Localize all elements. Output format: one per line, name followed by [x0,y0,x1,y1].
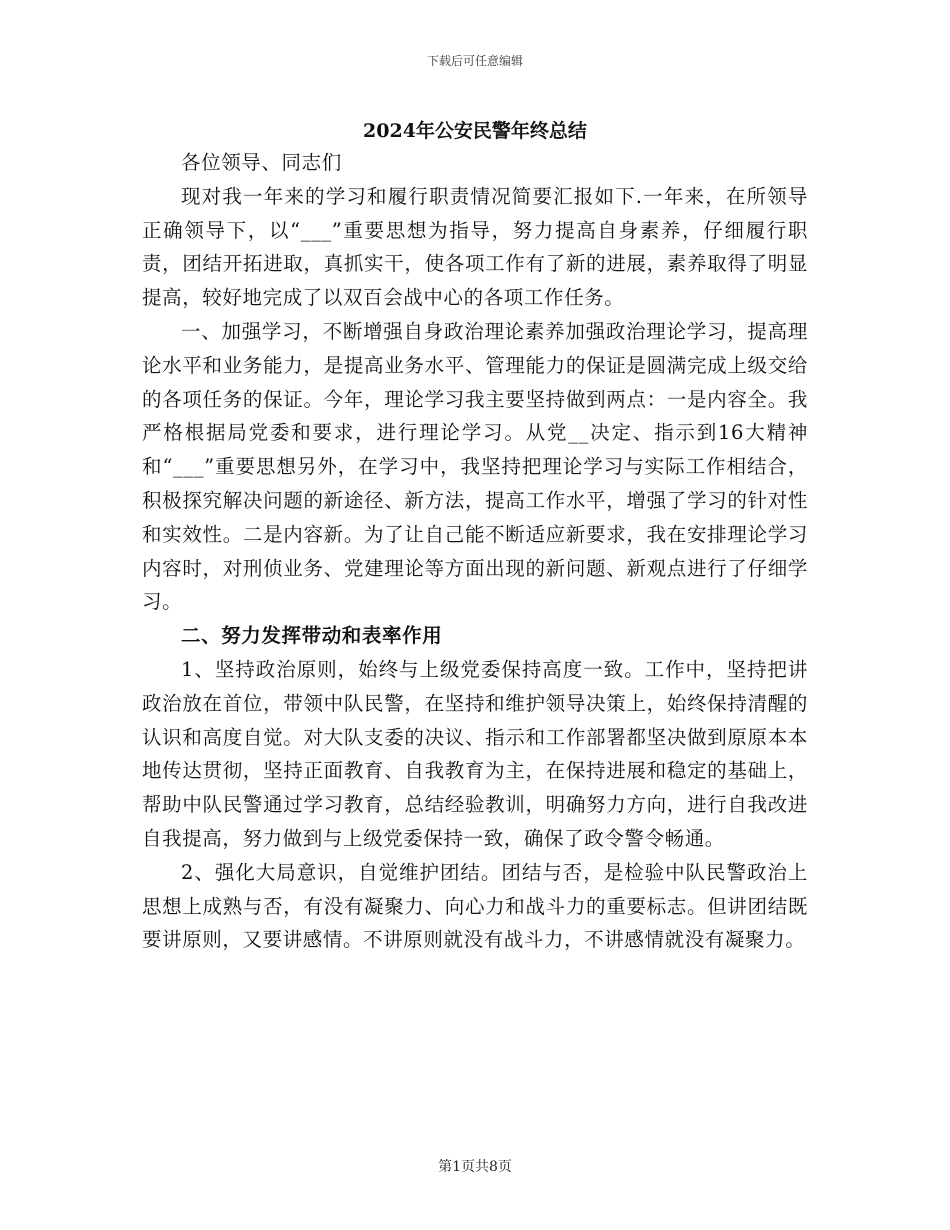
intro-paragraph: 现对我一年来的学习和履行职责情况简要汇报如下.一年来，在所领导正确领导下，以“___”重要思想为指导，努力提高自身素养，仔细履行职责，团结开拓进取，真抓实干，使各项工作有了新的进展，素养取得了明显提高，较好地完成了以双百会战中心的各项工作任务。 [142,184,808,310]
document-title: 2024年公安民警年终总结 [363,120,587,142]
page-number-footer: 第1页共8页 [438,1159,512,1175]
header-note: 下载后可任意编辑 [426,54,523,68]
document-body [142,146,808,957]
section-two-heading: 二、努力发挥带动和表率作用 [181,624,443,648]
section-one-paragraph: 一、加强学习，不断增强自身政治理论素养加强政治理论学习，提高理论水平和业务能力，是提高业务水平、管理能力的保证是圆满完成上级交给的各项任务的保证。今年，理论学习我主要坚持做到两点：一是内容全。我严格根据局党委和要求，进行理论学习。从党__决定、指示到16大精神和“___”重要思想另外，在学习中，我坚持把理论学习与实际工作相结合，积极探究解决问题的新途径、新方法，提高工作水平，增强了学习的针对性和实效性。二是内容新。为了让自己能不断适应新要求，我在安排理论学习内容时，对刑侦业务、党建理论等方面出现的新问题、新观点进行了仔细学习。 [142,319,808,614]
item-one-paragraph: 1、坚持政治原则，始终与上级党委保持高度一致。工作中，坚持把讲政治放在首位，带领中队民警，在坚持和维护领导决策上，始终保持清醒的认识和高度自觉。对大队支委的决议、指示和工作部署都坚决做到原原本本地传达贯彻，坚持正面教育、自我教育为主，在保持进展和稳定的基础上，帮助中队民警通过学习教育，总结经验教训，明确努力方向，进行自我改进自我提高，努力做到与上级党委保持一致，确保了政令警令畅通。 [142,657,808,850]
salutation: 各位领导、同志们 [181,151,342,174]
item-two-paragraph: 2、强化大局意识，自觉维护团结。团结与否，是检验中队民警政治上思想上成熟与否，有没有凝聚力、向心力和战斗力的重要标志。但讲团结既要讲原则，又要讲感情。不讲原则就没有战斗力，不讲感情就没有凝聚力。 [142,860,808,952]
